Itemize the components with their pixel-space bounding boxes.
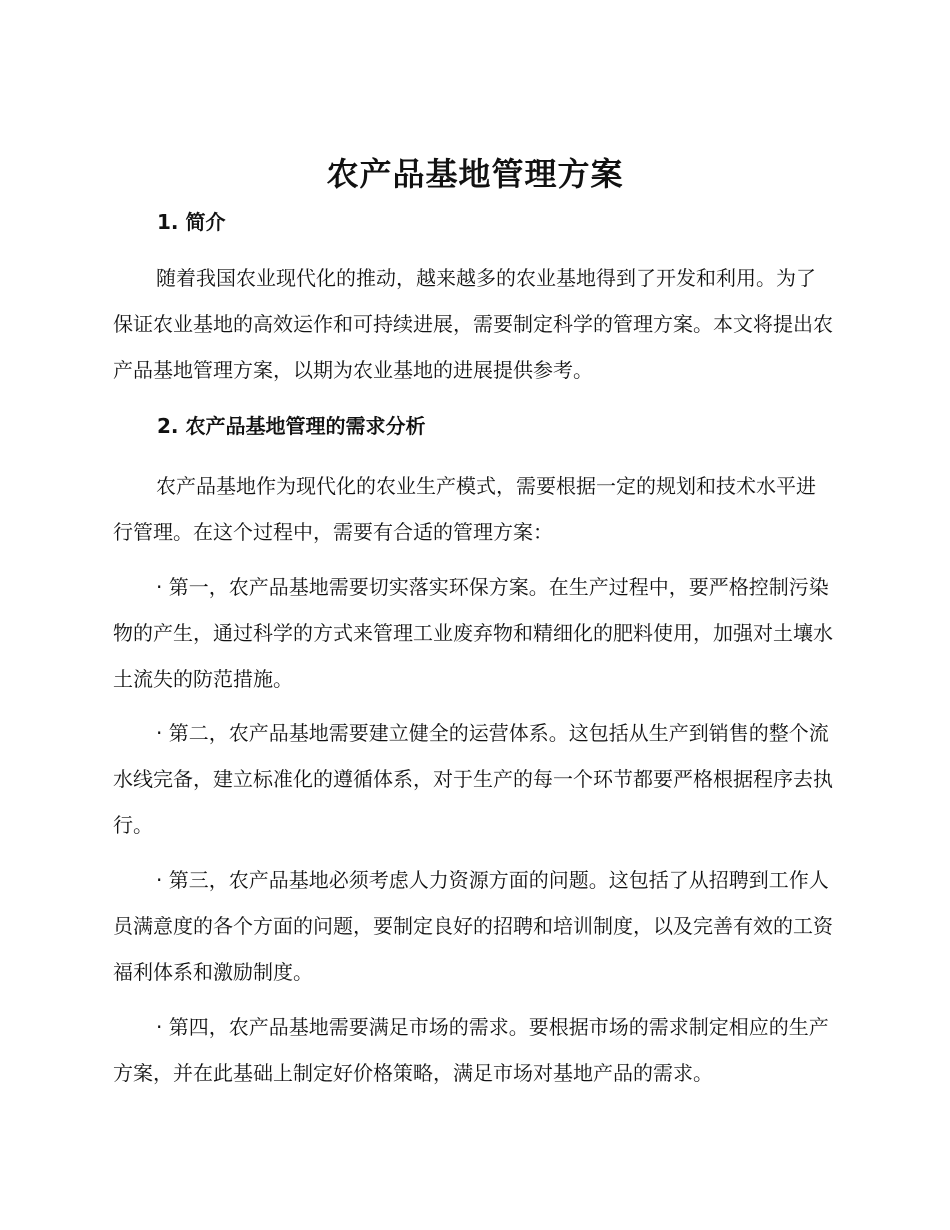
section-heading-intro: 1. 简介 [157, 210, 226, 234]
section-heading-needs-analysis: 2. 农产品基地管理的需求分析 [157, 414, 426, 438]
bullet-item-second: · 第二，农产品基地需要建立健全的运营体系。这包括从生产到销售的整个流水线完备，建立标准化的遵循体系，对于生产的每一个环节都要严格根据程序去执行。 [113, 721, 833, 837]
intro-paragraph: 随着我国农业现代化的推动，越来越多的农业基地得到了开发和利用。为了保证农业基地的高效运作和可持续进展，需要制定科学的管理方案。本文将提出农产品基地管理方案，以期为农业基地的进展提供参考。 [113, 266, 833, 382]
bullet-item-third: · 第三，农产品基地必须考虑人力资源方面的问题。这包括了从招聘到工作人员满意度的各个方面的问题，要制定良好的招聘和培训制度，以及完善有效的工资福利体系和激励制度。 [113, 868, 833, 984]
bullet-item-fourth: · 第四，农产品基地需要满足市场的需求。要根据市场的需求制定相应的生产方案，并在此基础上制定好价格策略，满足市场对基地产品的需求。 [113, 1015, 829, 1085]
page-title: 农产品基地管理方案 [326, 155, 624, 193]
bullet-item-first: · 第一，农产品基地需要切实落实环保方案。在生产过程中，要严格控制污染物的产生，通过科学的方式来管理工业废弃物和精细化的肥料使用，加强对土壤水土流失的防范措施。 [113, 575, 833, 691]
needs-analysis-paragraph: 农产品基地作为现代化的农业生产模式，需要根据一定的规划和技术水平进行管理。在这个过程中，需要有合适的管理方案： [113, 474, 816, 544]
